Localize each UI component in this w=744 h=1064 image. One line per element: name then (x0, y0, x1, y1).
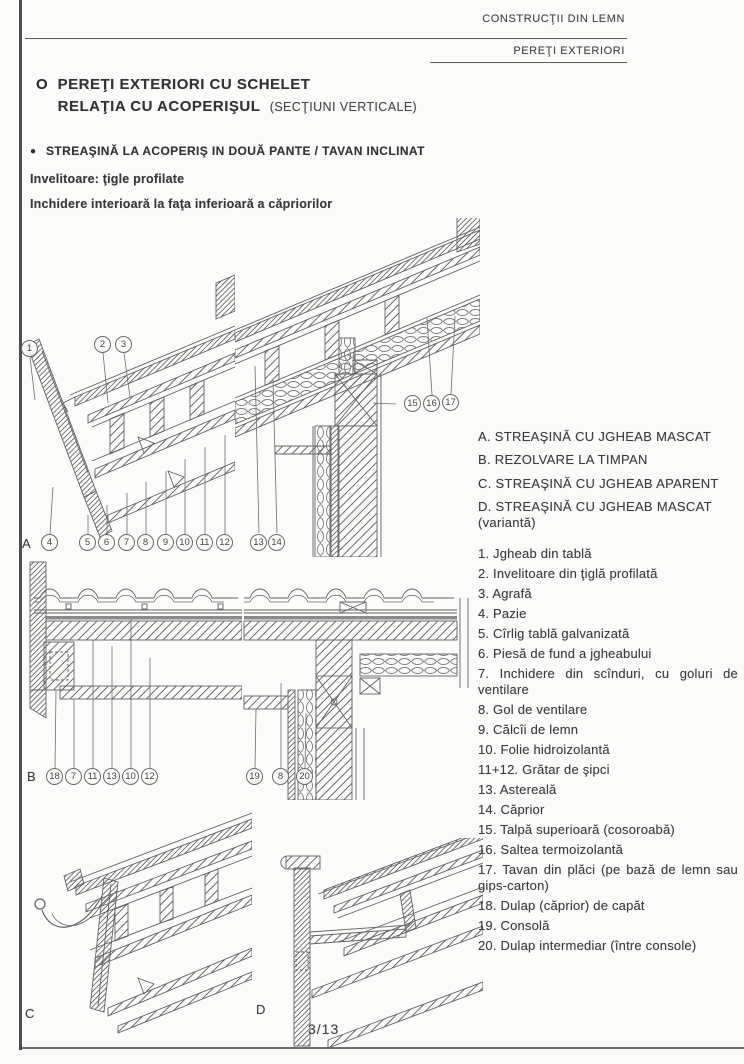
callout-circle: 7 (65, 768, 82, 785)
drawing-label-d: D (256, 1002, 266, 1017)
parts-list (478, 546, 738, 955)
parts-list-item: 10. Folie hidroizolantă (478, 742, 610, 758)
section-subline-2: Inchidere interioară la faţa inferioară a căpriorilor (30, 197, 333, 211)
legend-item: B. REZOLVARE LA TIMPAN (478, 452, 648, 468)
parts-list-item: 2. Invelitoare din ţiglă profilată (478, 566, 658, 582)
page-title-line2 (58, 96, 417, 118)
section-heading: STREAŞINĂ LA ACOPERIŞ IN DOUĂ PANTE / TAVAN INCLINAT (46, 144, 425, 158)
parts-list-item: 8. Gol de ventilare (478, 702, 588, 718)
section-bullet: ● (30, 146, 37, 157)
legend-item: D. STREAŞINĂ CU JGHEAB MASCAT (variantă) (478, 498, 712, 530)
drawing-b-gable-section (20, 558, 242, 800)
parts-list-item: 9. Călcîi de lemn (478, 722, 579, 738)
parts-list-item: 20. Dulap intermediar (între console) (478, 938, 697, 954)
callout-circle: 20 (296, 768, 313, 785)
drawing-label-c: C (25, 1006, 35, 1021)
chapter-divider (430, 62, 627, 63)
fascia-board (64, 869, 118, 1012)
page-title (58, 74, 417, 118)
variant-legend (478, 429, 738, 531)
page-title-line1: PEREŢI EXTERIORI CU SCHELET (57, 76, 311, 93)
callout-circle: 11 (196, 534, 213, 551)
callout-circle: 15 (404, 395, 421, 412)
callout-circle: 18 (46, 768, 63, 785)
parts-list-item: 6. Piesă de fund a jgheabului (478, 645, 652, 661)
callout-circle: 1 (21, 340, 38, 357)
tile-profile (34, 589, 242, 613)
callout-circle: 12 (141, 768, 158, 785)
callout-circle: 17 (442, 394, 459, 411)
parts-list-item: 3. Agrafă (478, 586, 532, 602)
drawing-c-eave-exposed-gutter (20, 812, 252, 1034)
page-title-note: (SECŢIUNI VERTICALE) (269, 100, 418, 114)
callout-circle: 12 (216, 534, 233, 551)
drawing-a-eave-hidden-gutter (20, 225, 235, 557)
parts-list-item: 19. Consolă (478, 918, 550, 934)
callout-circle: 10 (122, 768, 139, 785)
parts-list-item: 15. Talpă superioară (cosoroabă) (478, 821, 675, 837)
callout-circle: 14 (268, 534, 285, 551)
layers (244, 598, 468, 709)
parts-list-item: 11+12. Grătar de şipci (478, 762, 610, 778)
page-number: 3/13 (308, 1021, 340, 1037)
callout-circle: 11 (84, 768, 101, 785)
fascia-box (281, 856, 320, 1046)
callout-circle: 8 (272, 768, 289, 785)
callout-circle: 2 (94, 336, 111, 353)
wall-assembly (288, 640, 457, 800)
parts-list-item: 17. Tavan din plăci (pe bază de lemn sau gips-carton) (478, 861, 738, 894)
callout-circle: 9 (157, 534, 174, 551)
parts-list-item: 16. Saltea termoizolantă (478, 841, 623, 857)
drawing-a2-roof-wall-junction (235, 218, 480, 557)
callout-circle: 8 (137, 534, 154, 551)
right-column (478, 429, 738, 958)
callout-circle: 4 (41, 534, 58, 551)
page-title-block (36, 74, 417, 118)
callout-circle: 19 (246, 768, 263, 785)
roof-layers (70, 275, 235, 523)
drawing-label-b: B (27, 769, 36, 784)
title-bullet: O (36, 76, 48, 93)
legend-item: A. STREAŞINĂ CU JGHEAB MASCAT (478, 429, 712, 444)
parts-list-item: 14. Căprior (478, 801, 545, 817)
gutter-bracket-hook (35, 896, 102, 927)
drawing-d-boxed-eave (238, 838, 483, 1050)
callout-circle: 10 (176, 534, 193, 551)
callout-circle: 6 (98, 534, 115, 551)
chapter-title: PEREŢI EXTERIORI (513, 45, 625, 57)
callout-circle: 16 (423, 395, 440, 412)
callout-circle: 13 (250, 534, 267, 551)
parts-list-item: 7. Inchidere din scînduri, cu goluri de ventilare (478, 665, 738, 698)
roof-layers (312, 838, 483, 1048)
callout-circle: 7 (118, 534, 135, 551)
parts-list-item: 13. Astereală (478, 781, 557, 797)
tile-profile (244, 589, 457, 613)
drawing-label-a: A (22, 536, 31, 551)
callout-circle: 13 (103, 768, 120, 785)
header-divider (25, 38, 627, 39)
parts-list-item: 5. Cîrlig tablă galvanizată (478, 625, 630, 641)
layers (46, 616, 242, 699)
parts-list-item: 18. Dulap (căprior) de capăt (478, 898, 645, 914)
callout-circle: 5 (79, 534, 96, 551)
callout-circle: 3 (115, 336, 132, 353)
drawing-b2-console-section (242, 558, 480, 800)
parts-list-item: 1. Jgheab din tablă (478, 546, 592, 562)
parts-list-item: 4. Pazie (478, 605, 527, 621)
section-subline-1: Invelitoare: ţigle profilate (30, 172, 185, 186)
gutter-assembly (27, 339, 112, 537)
legend-item: C. STREAŞINĂ CU JGHEAB APARENT (478, 475, 719, 491)
document-title: CONSTRUCŢII DIN LEMN (482, 13, 625, 25)
page-title-line2-text: RELAŢIA CU ACOPERIŞUL (57, 98, 261, 115)
